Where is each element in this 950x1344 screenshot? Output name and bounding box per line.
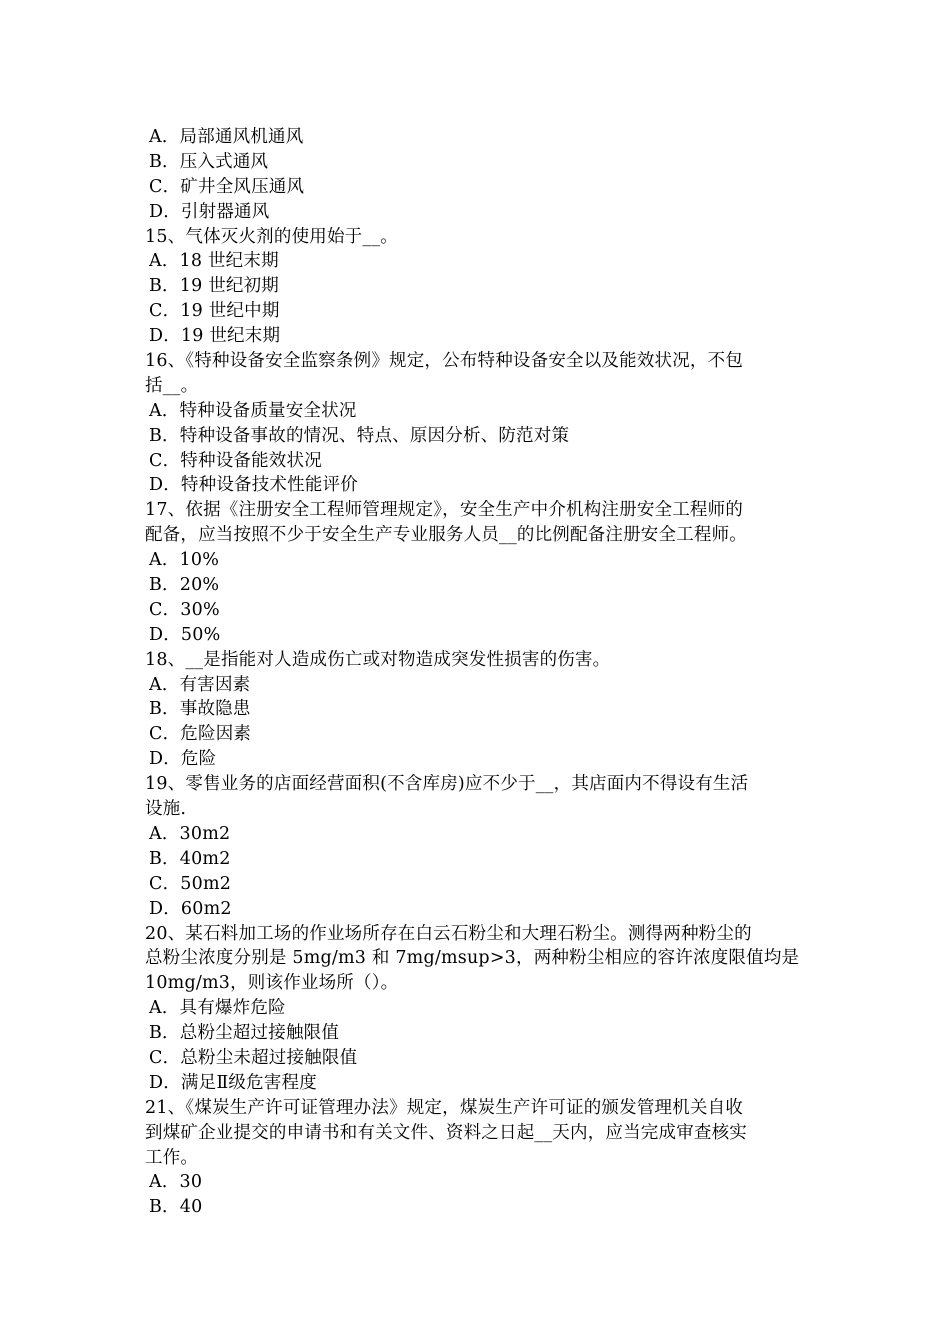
answer-option: A．特种设备质量安全状况 bbox=[149, 400, 357, 421]
question-stem bbox=[145, 498, 810, 548]
answer-option: A．30m2 bbox=[149, 823, 231, 844]
question-text-line: 设施. bbox=[145, 799, 187, 820]
answer-option: A．30 bbox=[149, 1172, 203, 1193]
question-text-line: 到煤矿企业提交的申请书和有关文件、资料之日起__天内，应当完成审查核实 bbox=[145, 1122, 747, 1143]
answer-option: C．特种设备能效状况 bbox=[149, 450, 322, 471]
answer-option: D．19 世纪末期 bbox=[149, 326, 281, 347]
answer-option: C．50m2 bbox=[149, 873, 232, 894]
question-text-line: 工作。 bbox=[145, 1147, 199, 1168]
answer-option: D．特种设备技术性能评价 bbox=[149, 475, 358, 496]
question-text-line: 括__。 bbox=[145, 375, 199, 396]
question-text-line: 配备，应当按照不少于安全生产专业服务人员__的比例配备注册安全工程师。 bbox=[145, 525, 747, 546]
answer-option: B．总粉尘超过接触限值 bbox=[149, 1023, 340, 1044]
answer-option: A．具有爆炸危险 bbox=[149, 998, 286, 1019]
answer-option: C．矿井全风压通风 bbox=[149, 176, 305, 197]
question-stem bbox=[145, 1096, 810, 1171]
answer-option: D．引射器通风 bbox=[149, 201, 270, 222]
question-text-line: 16、《特种设备安全监察条例》规定，公布特种设备安全以及能效状况，不包 bbox=[145, 351, 744, 372]
answer-option: B．压入式通风 bbox=[149, 151, 269, 172]
answer-option: D．危险 bbox=[149, 749, 217, 770]
question-text-line: 18、__是指能对人造成伤亡或对物造成突发性损害的伤害。 bbox=[145, 649, 611, 670]
answer-option: C．19 世纪中期 bbox=[149, 301, 280, 322]
question-text-line: 15、气体灭火剂的使用始于__。 bbox=[145, 226, 398, 247]
answer-option: B．40 bbox=[149, 1197, 203, 1218]
answer-option: D．60m2 bbox=[149, 898, 232, 919]
answer-option: D．50% bbox=[149, 624, 221, 645]
answer-option: D．满足Ⅱ级危害程度 bbox=[149, 1072, 317, 1093]
question-stem bbox=[145, 648, 810, 673]
answer-option: A．10% bbox=[149, 550, 220, 571]
question-stem bbox=[145, 349, 810, 399]
question-text-line: 19、零售业务的店面经营面积(不含库房)应不少于__，其店面内不得设有生活 bbox=[145, 774, 749, 795]
question-stem bbox=[145, 772, 810, 822]
question-stem bbox=[145, 225, 810, 250]
answer-option: A．18 世纪末期 bbox=[149, 251, 279, 272]
answer-option: B．20% bbox=[149, 575, 220, 596]
question-text-line: 总粉尘浓度分别是 5mg/m3 和 7mg/msup>3，两种粉尘相应的容许浓度限值均是 bbox=[145, 948, 800, 969]
question-text-line: 17、依据《注册安全工程师管理规定》，安全生产中介机构注册安全工程师的 bbox=[145, 500, 744, 521]
answer-option: A．局部通风机通风 bbox=[149, 127, 304, 147]
answer-option: B．事故隐患 bbox=[149, 699, 251, 720]
question-text-line: 20、某石料加工场的作业场所存在白云石粉尘和大理石粉尘。测得两种粉尘的 bbox=[145, 923, 752, 944]
question-text-line: 21、《煤炭生产许可证管理办法》规定，煤炭生产许可证的颁发管理机关自收 bbox=[145, 1097, 744, 1118]
answer-option: B．40m2 bbox=[149, 848, 231, 869]
question-stem bbox=[145, 922, 810, 997]
answer-option: B．特种设备事故的情况、特点、原因分析、防范对策 bbox=[149, 425, 570, 446]
answer-option: A．有害因素 bbox=[149, 674, 251, 695]
answer-option: C．30% bbox=[149, 599, 220, 620]
answer-option: C．危险因素 bbox=[149, 724, 252, 745]
answer-option: C．总粉尘未超过接触限值 bbox=[149, 1047, 358, 1068]
question-list bbox=[145, 125, 810, 1220]
question-text-line: 10mg/m3，则该作业场所（）。 bbox=[145, 973, 399, 994]
answer-option: B．19 世纪初期 bbox=[149, 276, 279, 297]
